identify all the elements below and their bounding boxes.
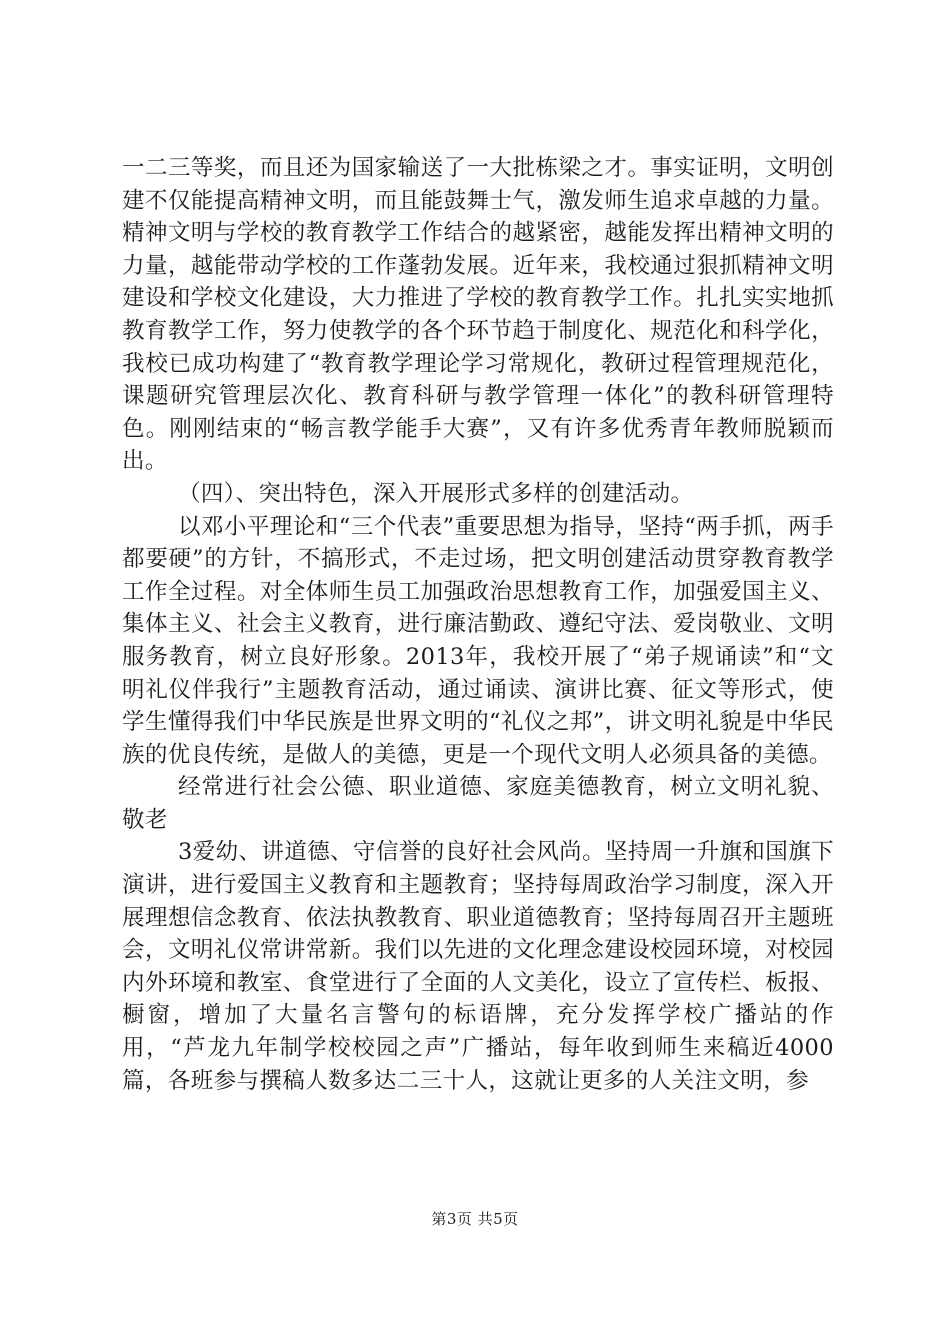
paragraph-civilization-activities: 以邓小平理论和“三个代表”重要思想为指导，坚持“两手抓，两手都要硬”的方针，不搞形式，不走过场，把文明创建活动贯穿教育教学工作全过程。对全体师生员工加强政治思想教育工作，加强爱国主义、集体主义、社会主义教育，进行廉洁勤政、遵纪守法、爱岗敬业、文明服务教育，树立良好形象。2013年，我校开展了“弟子规诵读”和“文明礼仪伴我行”主题教育活动，通过诵读、演讲比赛、征文等形式，使学生懂得我们中华民族是世界文明的“礼仪之邦”，讲文明礼貌是中华民族的优良传统，是做人的美德，更是一个现代文明人必须具备的美德。: [122, 513, 834, 768]
paragraph-moral-education: 经常进行社会公德、职业道德、家庭美德教育，树立文明礼貌、敬老: [122, 774, 834, 833]
paragraph-campus-culture: 3爱幼、讲道德、守信誉的良好社会风尚。坚持周一升旗和国旗下演讲，进行爱国主义教育和主题教育；坚持每周政治学习制度，深入开展理想信念教育、依法执教教育、职业道德教育；坚持每周召开主题班会，文明礼仪常讲常新。我们以先进的文化理念建设校园环境，对校园内外环境和教室、食堂进行了全面的人文美化，设立了宣传栏、板报、橱窗，增加了大量名言警句的标语牌，充分发挥学校广播站的作用，“芦龙九年制学校校园之声”广播站，每年收到师生来稿近4000篇，各班参与撰稿人数多达二三十人，这就让更多的人关注文明，参: [122, 839, 834, 1094]
document-body: [122, 152, 834, 1097]
paragraph-school-achievements: 一二三等奖，而且还为国家输送了一大批栋梁之才。事实证明，文明创建不仅能提高精神文明，而且能鼓舞士气，激发师生追求卓越的力量。精神文明与学校的教育教学工作结合的越紧密，越能发挥出精神文明的力量，越能带动学校的工作蓬勃发展。近年来，我校通过狠抓精神文明建设和学校文化建设，大力推进了学校的教育教学工作。扎扎实实地抓教育教学工作，努力使教学的各个环节趋于制度化、规范化和科学化，我校已成功构建了“教育教学理论学习常规化，教研过程管理规范化，课题研究管理层次化、教育科研与教学管理一体化”的教科研管理特色。刚刚结束的“畅言教学能手大赛”，又有许多优秀青年教师脱颖而出。: [122, 155, 834, 475]
section-heading-four: （四）、突出特色，深入开展形式多样的创建活动。: [178, 480, 694, 507]
page-number-footer: 第3页 共5页: [431, 1210, 519, 1228]
